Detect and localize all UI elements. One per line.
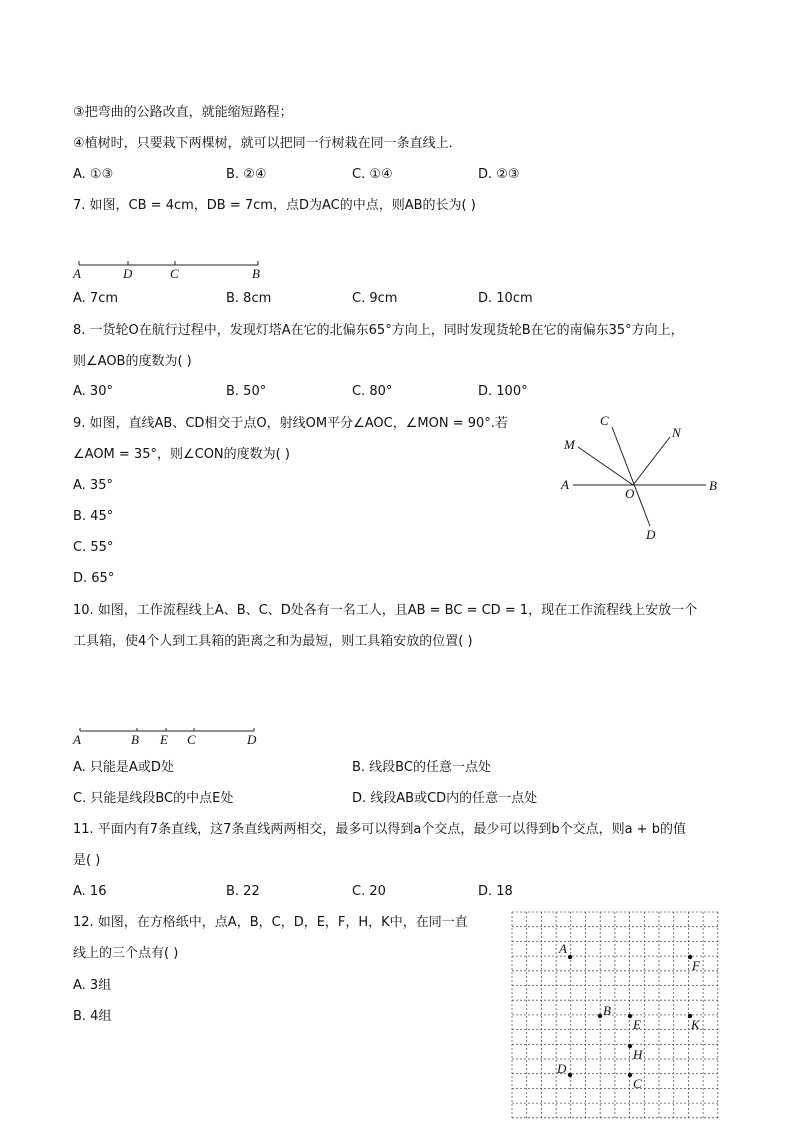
- q8-option-a[interactable]: A. 30°: [73, 384, 113, 399]
- q7-option-d[interactable]: D. 10cm: [478, 291, 533, 306]
- fig9-label-n: N: [672, 425, 681, 440]
- q6-option-c[interactable]: C. ①④: [352, 167, 393, 182]
- fig9-label-b: B: [709, 478, 717, 493]
- q10-option-c[interactable]: C. 只能是线段BC的中点E处: [73, 791, 234, 806]
- fig10-label-d: D: [247, 732, 257, 747]
- fig9-label-d: D: [646, 527, 656, 542]
- q11-question-line1: 11. 平面内有7条直线，这7条直线两两相交，最多可以得到a个交点，最少可以得到b个交点，则a + b的值: [73, 822, 686, 837]
- q12-question-line1: 12. 如图，在方格纸中，点A，B，C，D，E，F，H，K中，在同一直: [73, 915, 468, 930]
- fig12-label-f: F: [692, 958, 700, 973]
- q9-question-line2: ∠AOM = 35°，则∠CON的度数为( ): [73, 447, 290, 462]
- fig12-label-b: B: [603, 1003, 611, 1018]
- q10-question-line2: 工具箱，使4个人到工具箱的距离之和为最短，则工具箱安放的位置( ): [73, 634, 473, 649]
- q8-option-c[interactable]: C. 80°: [352, 384, 393, 399]
- q7-question: 7. 如图，CB = 4cm，DB = 7cm，点D为AC的中点，则AB的长为( ): [73, 198, 476, 213]
- fig12-label-a: A: [559, 941, 567, 956]
- fig12-label-d: D: [557, 1061, 567, 1076]
- fig7-label-b: B: [252, 266, 260, 281]
- statement-3: ③把弯曲的公路改直，就能缩短路程；: [73, 105, 293, 120]
- q10-question-line1: 10. 如图，工作流程线上A、B、C、D处各有一名工人，且AB = BC = CD = 1，现在工作流程线上安放一个: [73, 603, 698, 618]
- fig10-label-c: C: [187, 732, 196, 747]
- q8-option-d[interactable]: D. 100°: [478, 384, 528, 399]
- fig10-label-b: B: [131, 732, 139, 747]
- q8-question-line1: 8. 一货轮O在航行过程中，发现灯塔A在它的北偏东65°方向上，同时发现货轮B在它的南偏东35°方向上，: [73, 323, 684, 338]
- fig12-label-h: H: [633, 1047, 643, 1062]
- q9-option-d[interactable]: D. 65°: [73, 571, 115, 586]
- q9-option-b[interactable]: B. 45°: [73, 509, 114, 524]
- q7-option-a[interactable]: A. 7cm: [73, 291, 119, 306]
- q6-option-d[interactable]: D. ②③: [478, 167, 520, 182]
- q9-option-c[interactable]: C. 55°: [73, 540, 114, 555]
- fig9-label-m: M: [564, 437, 575, 452]
- q12-option-b[interactable]: B. 4组: [73, 1009, 112, 1024]
- q11-option-c[interactable]: C. 20: [352, 884, 386, 899]
- fig10-label-e: E: [160, 732, 168, 747]
- q6-option-b[interactable]: B. ②④: [226, 167, 267, 182]
- fig9-label-c: C: [600, 413, 609, 428]
- statement-4: ④植树时，只要栽下两棵树，就可以把同一行树栽在同一条直线上．: [73, 136, 462, 151]
- fig7-label-c: C: [170, 266, 179, 281]
- q8-question-line2: 则∠AOB的度数为( ): [73, 354, 192, 369]
- q11-question-line2: 是( ): [73, 853, 101, 868]
- q10-option-a[interactable]: A. 只能是A或D处: [73, 760, 174, 775]
- q6-option-a[interactable]: A. ①③: [73, 167, 114, 182]
- q11-option-b[interactable]: B. 22: [226, 884, 260, 899]
- fig12-label-c: C: [633, 1076, 642, 1091]
- q10-option-d[interactable]: D. 线段AB或CD内的任意一点处: [352, 791, 538, 806]
- q7-option-c[interactable]: C. 9cm: [352, 291, 398, 306]
- q10-option-b[interactable]: B. 线段BC的任意一点处: [352, 760, 491, 775]
- q9-option-a[interactable]: A. 35°: [73, 478, 113, 493]
- q9-question-line1: 9. 如图，直线AB、CD相交于点O，射线OM平分∠AOC，∠MON = 90°.若: [73, 416, 508, 431]
- q7-option-b[interactable]: B. 8cm: [226, 291, 272, 306]
- q12-question-line2: 线上的三个点有( ): [73, 946, 179, 961]
- fig7-label-a: A: [73, 266, 81, 281]
- fig9-label-a: A: [561, 477, 569, 492]
- fig10-label-a: A: [73, 732, 81, 747]
- fig7-label-d: D: [123, 266, 133, 281]
- fig12-label-k: K: [691, 1017, 700, 1032]
- q11-option-d[interactable]: D. 18: [478, 884, 513, 899]
- fig12-label-e: E: [633, 1017, 641, 1032]
- q11-option-a[interactable]: A. 16: [73, 884, 107, 899]
- q12-option-a[interactable]: A. 3组: [73, 978, 112, 993]
- q8-option-b[interactable]: B. 50°: [226, 384, 267, 399]
- fig9-label-o: O: [625, 486, 635, 501]
